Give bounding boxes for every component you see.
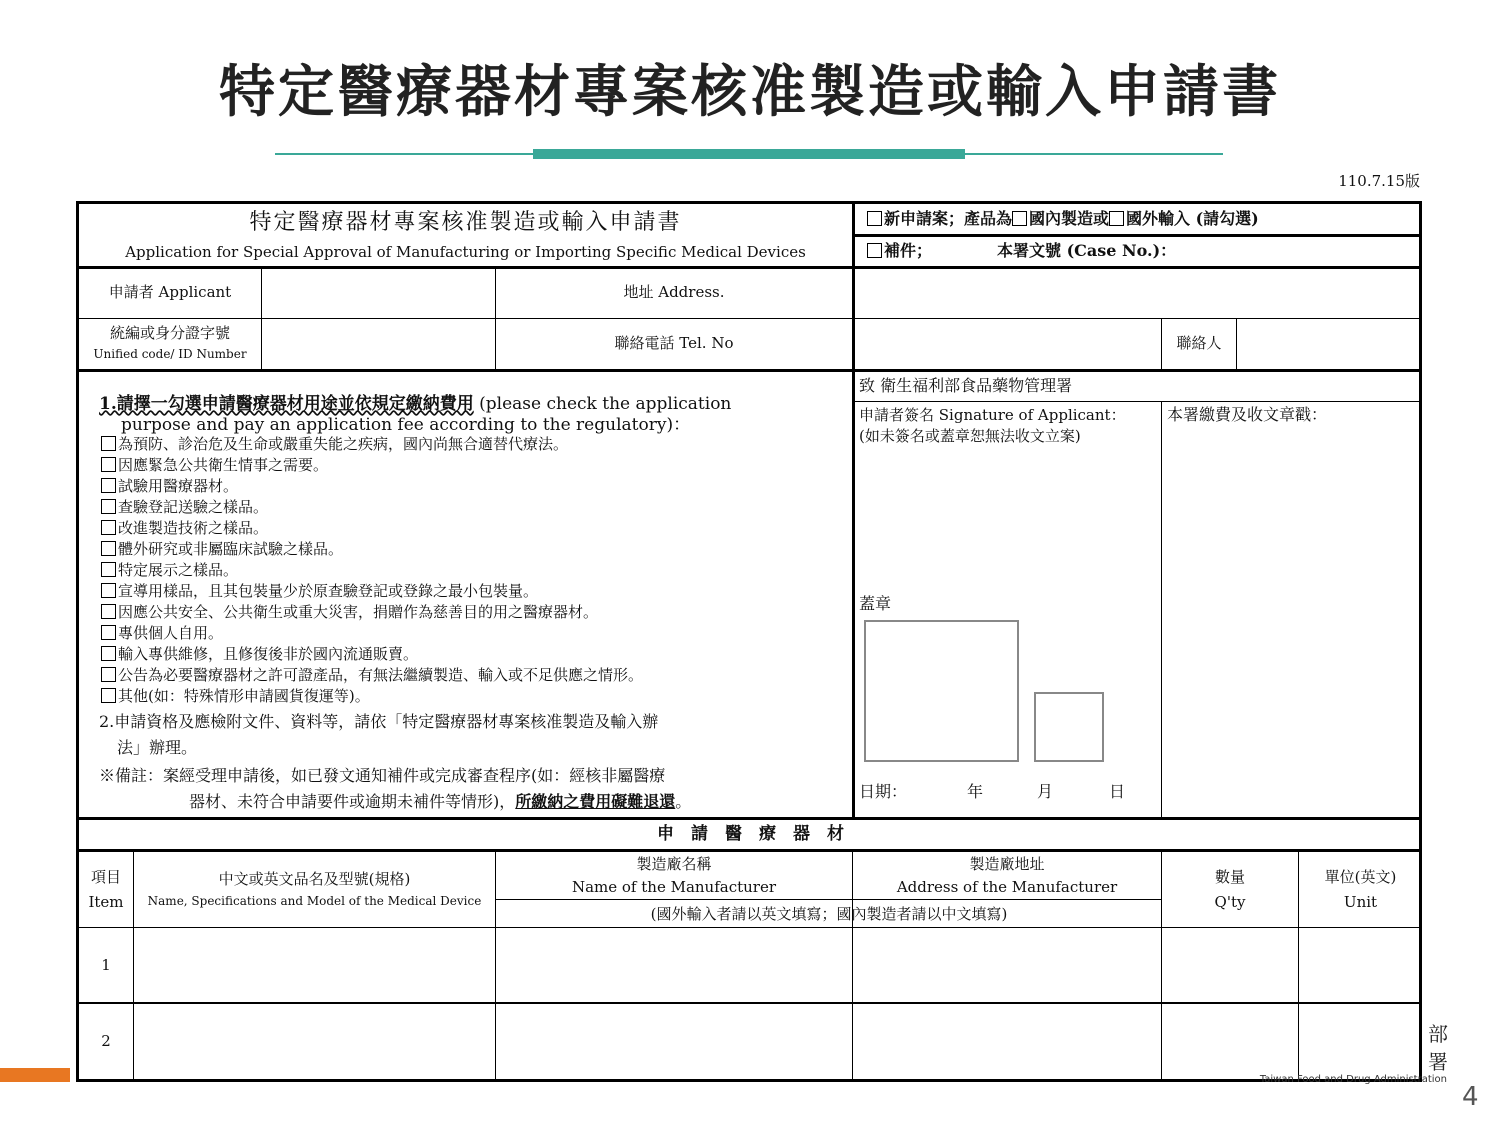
col-address-en: Address of the Manufacturer [896,878,1118,896]
case-no-label: 本署文號 (Case No.)： [997,241,1177,260]
purpose-label: 試驗用醫療器材。 [118,477,239,495]
col-unit-en: Unit [1343,893,1378,911]
form-version: 110.7.15版 [1338,172,1420,190]
purpose-option [101,666,643,684]
purpose-option [101,498,268,516]
col-name-zh: 中文或英文品名及型號(規格) [218,870,411,888]
seal-box-large[interactable] [864,620,1019,762]
purpose-checkbox[interactable] [101,604,116,619]
tel-label: 聯絡電話 Tel. No [614,334,734,352]
device-section-title: 申 請 醫 療 器 材 [657,824,844,844]
fee-stamp-label: 本署繳費及收文章戳： [1167,405,1328,424]
purpose-option [101,624,223,642]
purpose-option [101,477,238,495]
signature-label: 申請者簽名 Signature of Applicant： [859,406,1126,424]
purpose-label: 輸入專供維修，且修復後非於國內流通販賣。 [118,645,419,663]
logo-fragment: 部 [1428,1022,1448,1046]
id-label-zh: 統編或身分證字號 [109,324,230,342]
purpose-checkbox[interactable] [101,436,116,451]
purpose-checkbox[interactable] [101,667,116,682]
page-number: 4 [1462,1082,1479,1112]
remark: ※備註：案經受理申請後，如已發文通知補件或完成審查程序(如：經核非屬醫療 [99,766,666,785]
contact-label: 聯絡人 [1176,334,1222,352]
purpose-heading-cont: purpose and pay an application fee according to the regulatory)： [121,415,691,435]
supplement-line: 補件； [867,241,932,260]
divider [79,927,1422,928]
footer-accent-bar [0,1068,70,1082]
seal-label: 蓋章 [859,594,892,613]
col-item-en: Item [88,893,124,911]
divider [79,849,1422,852]
purpose-checkbox[interactable] [101,541,116,556]
purpose-checkbox[interactable] [101,562,116,577]
divider [852,234,1422,237]
purpose-label: 查驗登記送驗之樣品。 [118,498,269,516]
purpose-label: 為預防、診治危及生命或嚴重失能之疾病，國內尚無合適替代療法。 [118,435,569,453]
divider [852,372,855,817]
purpose-label: 宣導用樣品，且其包裝量少於原查驗登記或登錄之最小包裝量。 [118,582,539,600]
date-day: 日 [1109,782,1126,801]
id-field[interactable] [262,319,495,369]
divider [79,1002,1422,1004]
purpose-checkbox[interactable] [101,625,116,640]
domestic-checkbox[interactable] [1012,211,1027,226]
col-qty-zh: 數量 [1214,868,1245,886]
purpose-label: 公告為必要醫療器材之許可證產品，有無法繼續製造、輸入或不足供應之情形。 [118,666,644,684]
purpose-checkbox[interactable] [101,646,116,661]
date-year: 年 [967,782,984,801]
purpose-option [101,603,598,621]
divider [495,899,1161,900]
row-number: 2 [101,1032,111,1050]
title-underline-accent [533,149,965,159]
address-label: 地址 Address. [623,283,725,301]
purpose-option [101,519,268,537]
purpose-label: 體外研究或非屬臨床試驗之樣品。 [118,540,344,558]
divider [1161,401,1162,817]
col-manufacturer-en: Name of the Manufacturer [571,878,777,896]
col-qty-en: Q'ty [1214,893,1246,911]
purpose-checkbox[interactable] [101,583,116,598]
to-agency: 致 衛生福利部食品藥物管理署 [859,376,1073,395]
purpose-label: 改進製造技術之樣品。 [118,519,269,537]
slide-title: 特定醫療器材專案核准製造或輸入申請書 [219,60,1281,125]
address-field[interactable] [855,269,1422,318]
purpose-heading: 1.請擇一勾選申請醫療器材用途並依規定繳納費用 (please check the application [99,394,732,414]
col-manufacturer-zh: 製造廠名稱 [636,855,712,873]
contact-field[interactable] [1237,319,1422,369]
form-title-zh: 特定醫療器材專案核准製造或輸入申請書 [249,210,682,235]
new-application-checkbox[interactable] [867,211,882,226]
purpose-checkbox[interactable] [101,520,116,535]
signature-note: (如未簽名或蓋章恕無法收文立案) [859,427,1081,445]
col-address-zh: 製造廠地址 [969,855,1045,873]
supplement-checkbox[interactable] [867,243,882,258]
purpose-option [101,435,568,453]
row-number: 1 [101,956,111,974]
purpose-label: 其他(如：特殊情形申請國貨復運等)。 [118,687,370,705]
date-label: 日期： [859,782,908,801]
col-unit-zh: 單位(英文) [1324,868,1397,886]
col-language-note: (國外輸入者請以英文填寫；國內製造者請以中文填寫) [650,905,1008,923]
col-item-zh: 項目 [90,868,121,886]
divider [79,817,1422,820]
application-form [76,201,1422,1082]
tel-field[interactable] [855,319,1161,369]
seal-box-small[interactable] [1034,692,1104,762]
purpose-option [101,561,238,579]
date-month: 月 [1037,782,1054,801]
purpose-label: 特定展示之樣品。 [118,561,239,579]
divider [1298,852,1299,1082]
purpose-option [101,687,370,705]
note-2: 2.申請資格及應檢附文件、資料等，請依「特定醫療器材專案核准製造及輸入辦 [99,712,659,731]
col-name-en: Name, Specifications and Model of the Medical Device [147,894,482,908]
purpose-checkbox[interactable] [101,688,116,703]
new-application-line: 新申請案；產品為 國內製造或 國外輸入 (請勾選) [867,209,1259,228]
import-checkbox[interactable] [1109,211,1124,226]
purpose-option [101,540,343,558]
signature-field[interactable] [855,449,1161,589]
form-title-en: Application for Special Approval of Manufacturing or Importing Specific Medical Devices [125,243,806,261]
logo-fragment: 署 [1428,1050,1448,1074]
note-2-cont: 法」辦理。 [117,738,198,757]
purpose-option [101,645,418,663]
divider [79,369,1422,372]
purpose-option [101,582,538,600]
logo-subtitle: Taiwan Food and Drug Administration [1259,1074,1447,1085]
purpose-option [101,456,328,474]
purpose-checkbox[interactable] [101,478,116,493]
id-label-en: Unified code/ ID Number [93,347,247,361]
purpose-label: 因應公共安全、公共衛生或重大災害，捐贈作為慈善目的用之醫療器材。 [118,603,599,621]
applicant-field[interactable] [262,269,495,318]
remark-cont: 器材、未符合申請要件或逾期未補件等情形)，所繳納之費用礙難退還。 [189,792,692,811]
applicant-label: 申請者 Applicant [108,283,232,301]
purpose-label: 專供個人自用。 [118,624,224,642]
purpose-checkbox[interactable] [101,499,116,514]
purpose-label: 因應緊急公共衛生情事之需要。 [118,456,329,474]
divider [852,401,1422,402]
purpose-checkbox[interactable] [101,457,116,472]
divider [1161,852,1162,1082]
